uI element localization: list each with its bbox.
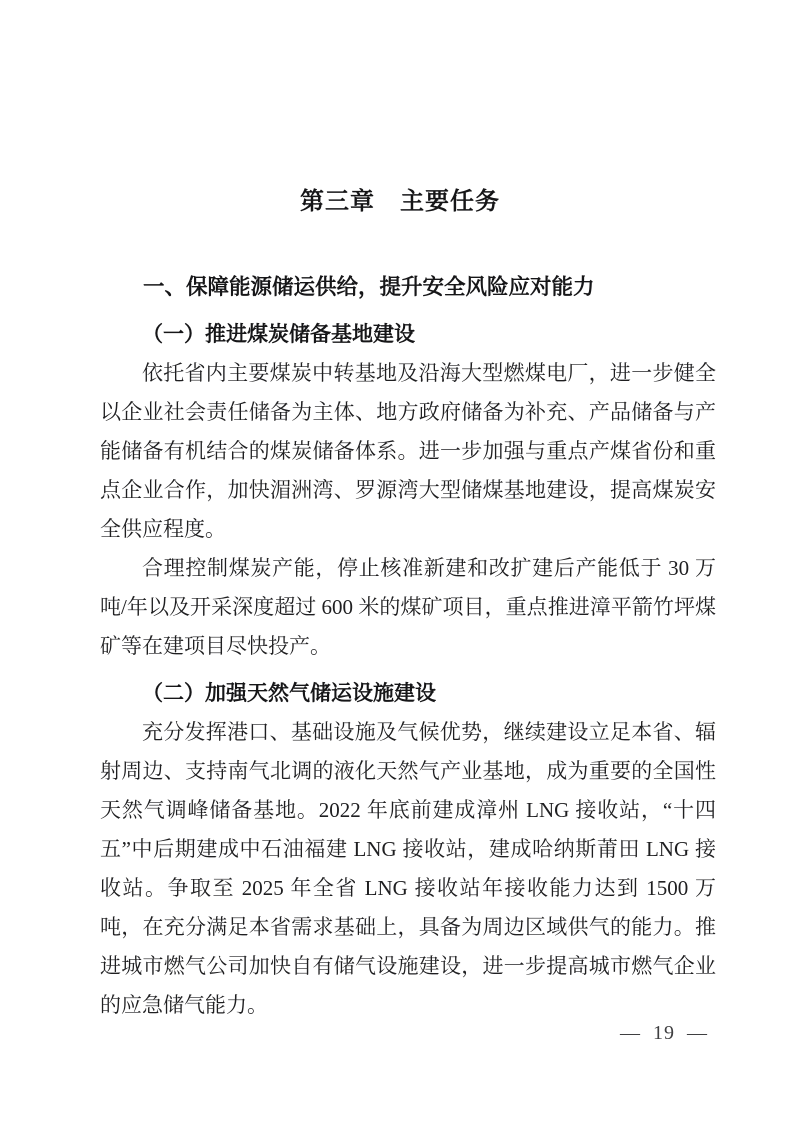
page-number: — 19 — <box>620 1022 708 1044</box>
chapter-title: 第三章 主要任务 <box>300 188 500 215</box>
section-heading: 一、保障能源储运供给，提升安全风险应对能力 <box>143 275 595 299</box>
subsection-1-paragraph-1: 依托省内主要煤炭中转基地及沿海大型燃煤电厂，进一步健全以企业社会责任储备为主体、地方政府储备为补充、产品储备与产能储备有机结合的煤炭储备体系。进一步加强与重点产煤省份和重点企业合作，加快湄洲湾、罗源湾大型储煤基地建设，提高煤炭安全供应程度。 <box>100 361 716 541</box>
subsection-1-paragraph-2: 合理控制煤炭产能，停止核准新建和改扩建后产能低于 30 万吨/年以及开采深度超过 600 米的煤矿项目，重点推进漳平箭竹坪煤矿等在建项目尽快投产。 <box>100 556 716 658</box>
page-content <box>100 267 716 1025</box>
subsection-2-paragraph-1: 充分发挥港口、基础设施及气候优势，继续建设立足本省、辐射周边、支持南气北调的液化天然气产业基地，成为重要的全国性天然气调峰储备基地。2022 年底前建成漳州 LNG 接收站，“十四五”中后期建成中石油福建 LNG 接收站，建成哈纳斯莆田 LNG 接收站。争取至 2025 年全省 LNG 接收站年接收能力达到 1500 万吨，在充分满足本省需求基础上，具备为周边区域供气的能力。推进城市燃气公司加快自有储气设施建设，进一步提高城市燃气企业的应急储气能力。 <box>100 720 716 1017</box>
subsection-1-heading: （一）推进煤炭储备基地建设 <box>142 322 415 346</box>
subsection-2-heading: （二）加强天然气储运设施建设 <box>142 681 436 705</box>
